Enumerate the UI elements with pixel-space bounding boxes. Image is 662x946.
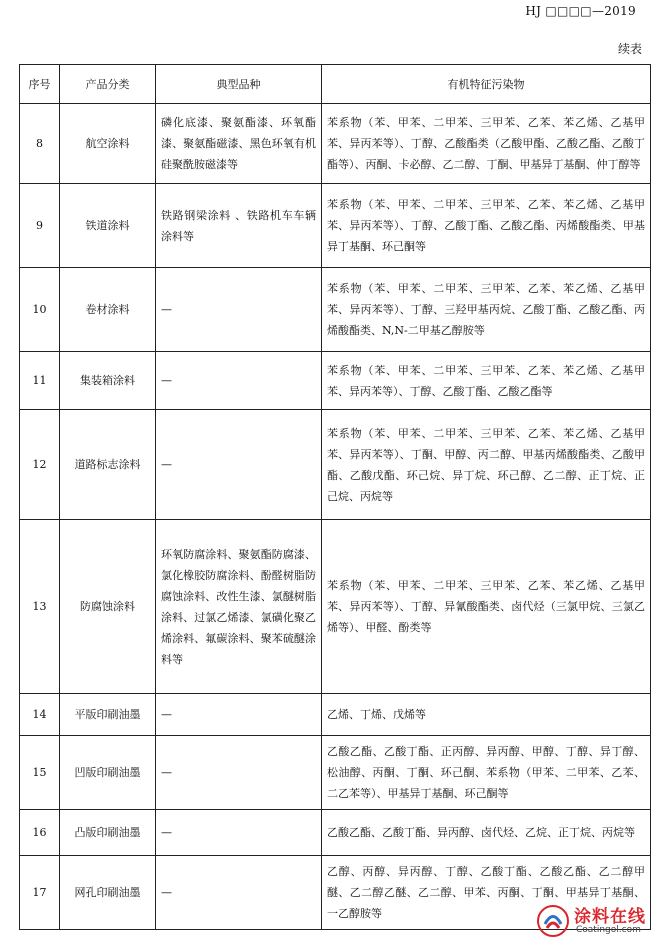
row-pollutants: 苯系物（苯、甲苯、二甲苯、三甲苯、乙苯、苯乙烯、乙基甲苯、异丙苯等）、丁醇、异氰酸酯类、卤代烃（三氯甲烷、三氯乙烯等）、甲醛、酚类等 [322, 520, 651, 694]
table-header-row [20, 65, 651, 104]
row-no: 13 [20, 520, 60, 694]
row-category: 航空涂料 [60, 104, 156, 184]
row-pollutants: 苯系物（苯、甲苯、二甲苯、三甲苯、乙苯、苯乙烯、乙基甲苯、异丙苯等）、丁醇、乙酸丁酯、乙酸乙酯、丙烯酸酯类、甲基异丁基酮、环己酮等 [322, 184, 651, 268]
table-row [20, 694, 651, 736]
col-header-typical: 典型品种 [156, 65, 322, 104]
row-typical: — [156, 856, 322, 930]
row-no: 17 [20, 856, 60, 930]
row-category: 网孔印刷油墨 [60, 856, 156, 930]
col-header-category: 产品分类 [60, 65, 156, 104]
row-typical: — [156, 810, 322, 856]
row-no: 12 [20, 410, 60, 520]
row-pollutants: 乙烯、丁烯、戊烯等 [322, 694, 651, 736]
table-row [20, 352, 651, 410]
row-pollutants: 乙酸乙酯、乙酸丁酯、异丙醇、卤代烃、乙烷、正丁烷、丙烷等 [322, 810, 651, 856]
table-row [20, 268, 651, 352]
row-category: 集装箱涂料 [60, 352, 156, 410]
table-row [20, 810, 651, 856]
table-row [20, 410, 651, 520]
row-typical: 铁路钢梁涂料 、铁路机车车辆涂料等 [156, 184, 322, 268]
row-typical: — [156, 352, 322, 410]
row-category: 铁道涂料 [60, 184, 156, 268]
row-no: 11 [20, 352, 60, 410]
watermark-text: 涂料在线 [574, 907, 646, 927]
row-pollutants: 苯系物（苯、甲苯、二甲苯、三甲苯、乙苯、苯乙烯、乙基甲苯、异丙苯等）、丁醇、乙酸丁酯、乙酸乙酯等 [322, 352, 651, 410]
table-row [20, 104, 651, 184]
row-no: 16 [20, 810, 60, 856]
row-pollutants: 乙醇、丙醇、异丙醇、丁醇、乙酸丁酯、乙酸乙酯、乙二醇甲醚、乙二醇乙醚、乙二醇、甲苯、丙酮、丁酮、甲基异丁基酮、一乙醇胺等 [322, 856, 651, 930]
row-no: 8 [20, 104, 60, 184]
row-category: 防腐蚀涂料 [60, 520, 156, 694]
row-no: 15 [20, 736, 60, 810]
row-pollutants: 苯系物（苯、甲苯、二甲苯、三甲苯、乙苯、苯乙烯、乙基甲苯、异丙苯等）、丁酮、甲醇、丙二醇、甲基丙烯酸酯类、乙酸甲酯、乙酸戊酯、环己烷、异丁烷、环己醇、乙二醇、正丁烷、正己烷、丙烷等 [322, 410, 651, 520]
row-no: 10 [20, 268, 60, 352]
row-pollutants: 苯系物（苯、甲苯、二甲苯、三甲苯、乙苯、苯乙烯、乙基甲苯、异丙苯等）、丁醇、乙酸酯类（乙酸甲酯、乙酸乙酯、乙酸丁酯等）、丙酮、卡必醇、乙二醇、丁酮、甲基异丁基酮、仲丁醇等 [322, 104, 651, 184]
row-category: 平版印刷油墨 [60, 694, 156, 736]
row-typical: — [156, 268, 322, 352]
continued-label: 续表 [617, 42, 642, 56]
row-pollutants: 苯系物（苯、甲苯、二甲苯、三甲苯、乙苯、苯乙烯、乙基甲苯、异丙苯等）、丁醇、三羟甲基丙烷、乙酸丁酯、乙酸乙酯、丙烯酸酯类、N,N-二甲基乙醇胺等 [322, 268, 651, 352]
table-row [20, 736, 651, 810]
row-typical: — [156, 410, 322, 520]
pollutant-table [19, 64, 651, 930]
row-typical: 磷化底漆、聚氨酯漆、环氧酯漆、聚氨酯磁漆、黑色环氧有机硅聚酰胺磁漆等 [156, 104, 322, 184]
row-category: 凸版印刷油墨 [60, 810, 156, 856]
table-row [20, 520, 651, 694]
coatingol-logo-icon [536, 904, 570, 938]
row-no: 14 [20, 694, 60, 736]
table-row [20, 184, 651, 268]
col-header-pollutants: 有机特征污染物 [322, 65, 651, 104]
row-category: 道路标志涂料 [60, 410, 156, 520]
row-pollutants: 乙酸乙酯、乙酸丁酯、正丙醇、异丙醇、甲醇、丁醇、异丁醇、松油醇、丙酮、丁酮、环己酮、苯系物（甲苯、二甲苯、乙苯、二乙苯等）、甲基异丁基酮、环己酮等 [322, 736, 651, 810]
table-body [20, 104, 651, 930]
row-category: 凹版印刷油墨 [60, 736, 156, 810]
row-typical: 环氧防腐涂料、聚氨酯防腐漆、氯化橡胶防腐涂料、酚醛树脂防腐蚀涂料、改性生漆、氯醚树脂涂料、过氯乙烯漆、氯磺化聚乙烯涂料、氟碳涂料、聚苯硫醚涂料等 [156, 520, 322, 694]
watermark [536, 900, 656, 940]
row-typical: — [156, 736, 322, 810]
col-header-no: 序号 [20, 65, 60, 104]
standard-code: HJ □□□□—2019 [525, 4, 636, 18]
row-category: 卷材涂料 [60, 268, 156, 352]
row-no: 9 [20, 184, 60, 268]
watermark-url: Coatingol.com [576, 925, 641, 935]
row-typical: — [156, 694, 322, 736]
